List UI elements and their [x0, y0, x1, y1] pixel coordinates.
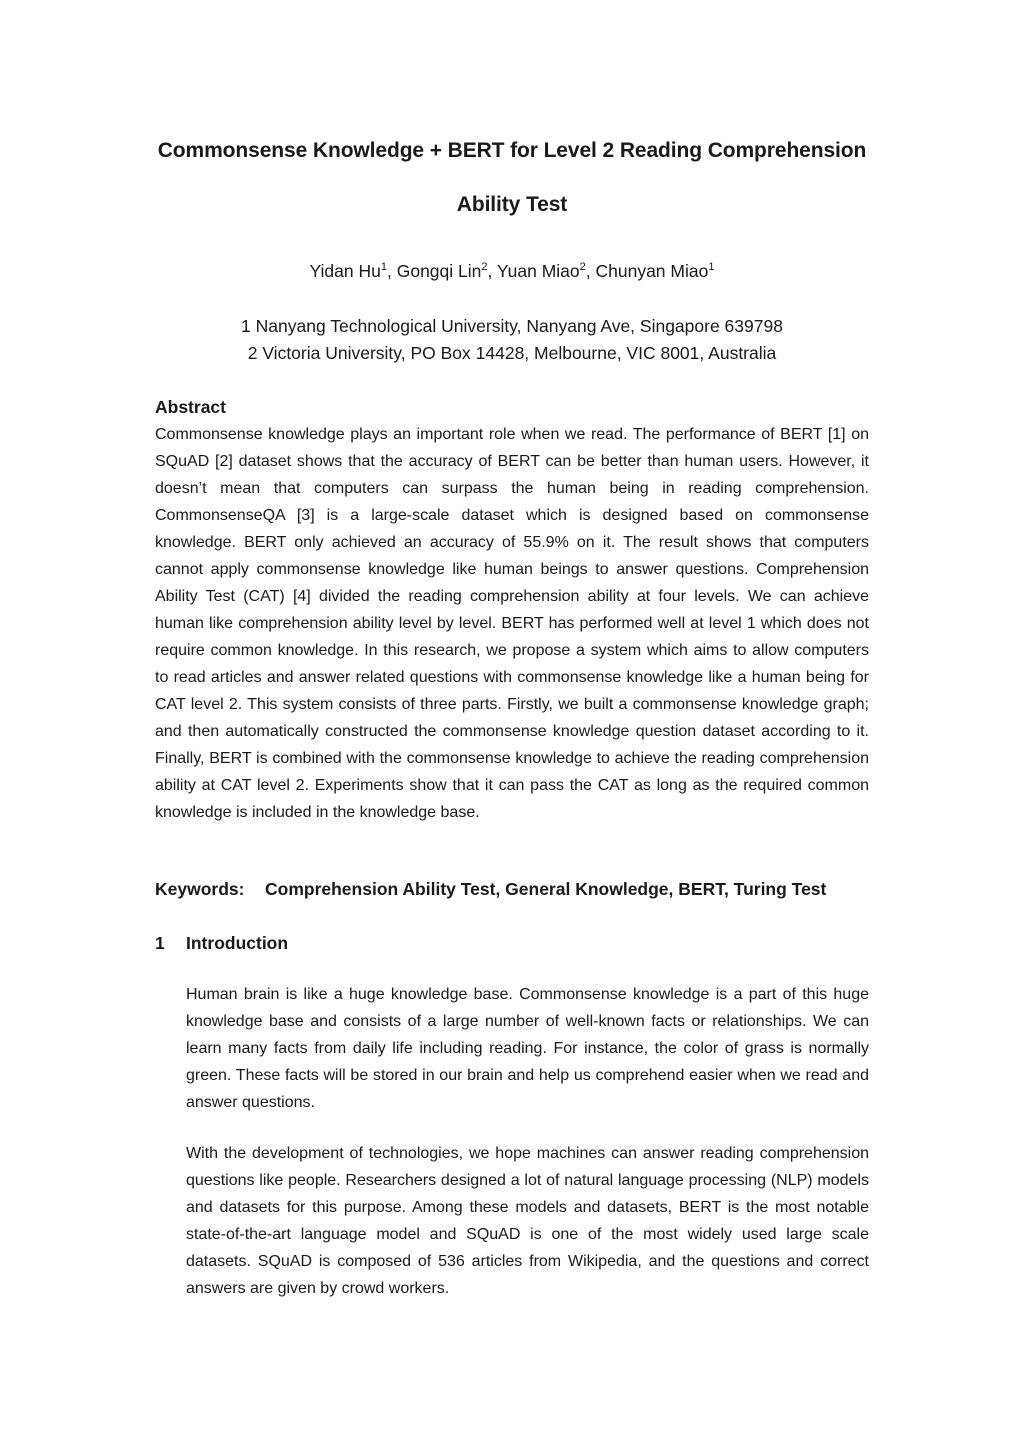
section-heading-introduction — [155, 931, 288, 955]
author-separator: , — [585, 261, 596, 281]
intro-paragraph-1: Human brain is like a huge knowledge base. Commonsense knowledge is a part of this huge knowledge base and consists of a large number of well-known facts or relationships. We can learn many facts from daily life including reading. For instance, the color of grass is normally green. These facts will be stored in our brain and help us comprehend easier when we read and answer questions. — [186, 986, 869, 1111]
author-affiliation-mark: 2 — [579, 261, 586, 274]
author-name: Chunyan Miao — [595, 261, 709, 281]
author-list — [0, 259, 1024, 283]
author-affiliation-mark: 2 — [481, 261, 488, 274]
paper-title-line-1: Commonsense Knowledge + BERT for Level 2 Reading Comprehension — [157, 139, 867, 162]
author-affiliation-mark: 1 — [708, 261, 715, 274]
affiliation-1: 1 Nanyang Technological University, Nanyang Ave, Singapore 639798 — [241, 316, 783, 336]
author-affiliation-mark: 1 — [380, 261, 387, 274]
keywords-text: Comprehension Ability Test, General Knowledge, BERT, Turing Test — [265, 879, 827, 899]
author-separator: , — [386, 261, 397, 281]
keywords-label: Keywords: — [155, 879, 245, 899]
author-name: Yuan Miao — [496, 261, 580, 281]
intro-paragraph-2: With the development of technologies, we hope machines can answer reading comprehension questions like people. Researchers designed a lot of natural language processing (NLP) models and datasets for this purpose. Among these models and datasets, BERT is the most notable state-of-the-art language model and SQuAD is one of the most widely used large scale datasets. SQuAD is composed of 536 articles from Wikipedia, and the questions and correct answers are given by crowd workers. — [186, 1145, 869, 1297]
author-name: Gongqi Lin — [396, 261, 482, 281]
author-name: Yidan Hu — [309, 261, 381, 281]
affiliation-2: 2 Victoria University, PO Box 14428, Melbourne, VIC 8001, Australia — [247, 343, 777, 363]
section-title: Introduction — [186, 933, 289, 953]
abstract-body: Commonsense knowledge plays an important role when we read. The performance of BERT [1] on SQuAD [2] dataset shows that the accuracy of BERT can be better than human users. However, it doesn’t mean that computers can surpass the human being in reading comprehension. CommonsenseQA [3] is a large-scale dataset which is designed based on commonsense knowledge. BERT only achieved an accuracy of 55.9% on it. The result shows that computers cannot apply commonsense knowledge like human beings to answer questions. Comprehension Ability Test (CAT) [4] divided the reading comprehension ability at four levels. We can achieve human like comprehension ability level by level. BERT has performed well at level 1 which does not require common knowledge. In this research, we propose a system which aims to allow computers to read articles and answer related questions with commonsense knowledge like a human being for CAT level 2. This system consists of three parts. Firstly, we built a commonsense knowledge graph; and then automatically constructed the commonsense knowledge question dataset according to it. Finally, BERT is combined with the commonsense knowledge to achieve the reading comprehension ability at CAT level 2. Experiments show that it can pass the CAT as long as the required common knowledge is included in the knowledge base. — [155, 426, 869, 821]
section-number: 1 — [155, 933, 165, 953]
keywords-line — [155, 877, 869, 901]
paper-title-line-2: Ability Test — [456, 193, 568, 216]
author-separator: , — [487, 261, 497, 281]
abstract-heading: Abstract — [155, 397, 226, 417]
